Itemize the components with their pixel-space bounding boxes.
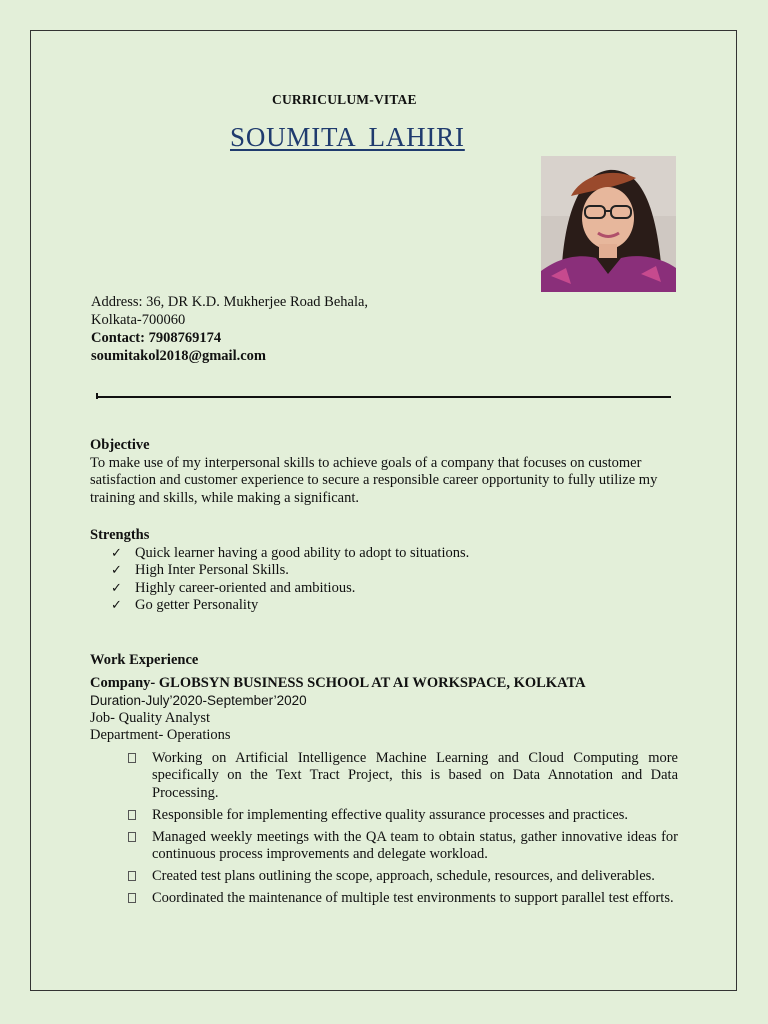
email-address[interactable]: soumitakol2018@gmail.com	[91, 348, 266, 364]
list-item: ✓ Highly career-oriented and ambitious.	[111, 579, 356, 596]
section-divider	[96, 396, 671, 398]
bullet-box-icon	[128, 810, 136, 820]
bullet-box-icon	[128, 893, 136, 903]
list-item: Responsible for implementing effective quality assurance processes and practices.	[128, 807, 678, 825]
job-title: Job- Quality Analyst	[90, 709, 211, 726]
address-line-1: Address: 36, DR K.D. Mukherjee Road Behala,	[91, 294, 369, 310]
document-type-label: CURRICULUM-VITAE	[272, 92, 417, 107]
list-item: Managed weekly meetings with the QA team to obtain status, gather innovative ideas for continuous process improvements and delegate workload.	[128, 829, 678, 864]
profile-photo	[541, 156, 676, 292]
company-name: Company- GLOBSYN BUSINESS SCHOOL AT AI WORKSPACE, KOLKATA	[90, 674, 586, 691]
candidate-name: SOUMITA LAHIRI	[230, 122, 465, 152]
objective-heading: Objective	[90, 437, 150, 453]
checkmark-icon: ✓	[111, 598, 122, 613]
bullet-box-icon	[128, 832, 136, 842]
list-item: ✓ Go getter Personality	[111, 597, 259, 613]
job-duration: Duration-July’2020-September’2020	[90, 693, 307, 708]
list-item: Created test plans outlining the scope, approach, schedule, resources, and deliverables.	[128, 868, 678, 886]
bullet-box-icon	[128, 871, 136, 881]
list-item: Coordinated the maintenance of multiple test environments to support parallel test efforts.	[128, 890, 678, 908]
phone-number: Contact: 7908769174	[91, 330, 222, 346]
work-experience-section	[90, 652, 680, 912]
checkmark-icon: ✓	[111, 580, 122, 596]
strengths-list	[90, 545, 469, 615]
strengths-section	[90, 527, 469, 615]
department: Department- Operations	[90, 727, 231, 743]
contact-block	[91, 293, 368, 365]
list-item: Working on Artificial Intelligence Machine Learning and Cloud Computing more specifically on the Text Tract Project, this is based on Data Annotation and Data Processing.	[128, 750, 678, 803]
checkmark-icon: ✓	[111, 545, 122, 561]
checkmark-icon: ✓	[111, 563, 122, 578]
bullet-box-icon	[128, 753, 136, 763]
work-experience-heading: Work Experience	[90, 652, 199, 668]
objective-section	[90, 437, 680, 507]
list-item: ✓ High Inter Personal Skills.	[111, 562, 289, 578]
duties-list	[90, 750, 678, 908]
list-item: ✓ Quick learner having a good ability to adopt to situations.	[111, 544, 470, 561]
strengths-heading: Strengths	[90, 527, 150, 543]
address-line-2: Kolkata-700060	[91, 312, 186, 328]
objective-text: To make use of my interpersonal skills to achieve goals of a company that focuses on customer satisfaction and customer experience to secure a responsible career opportunity to fully utilize my training and skills, while making a significant.	[90, 454, 658, 506]
